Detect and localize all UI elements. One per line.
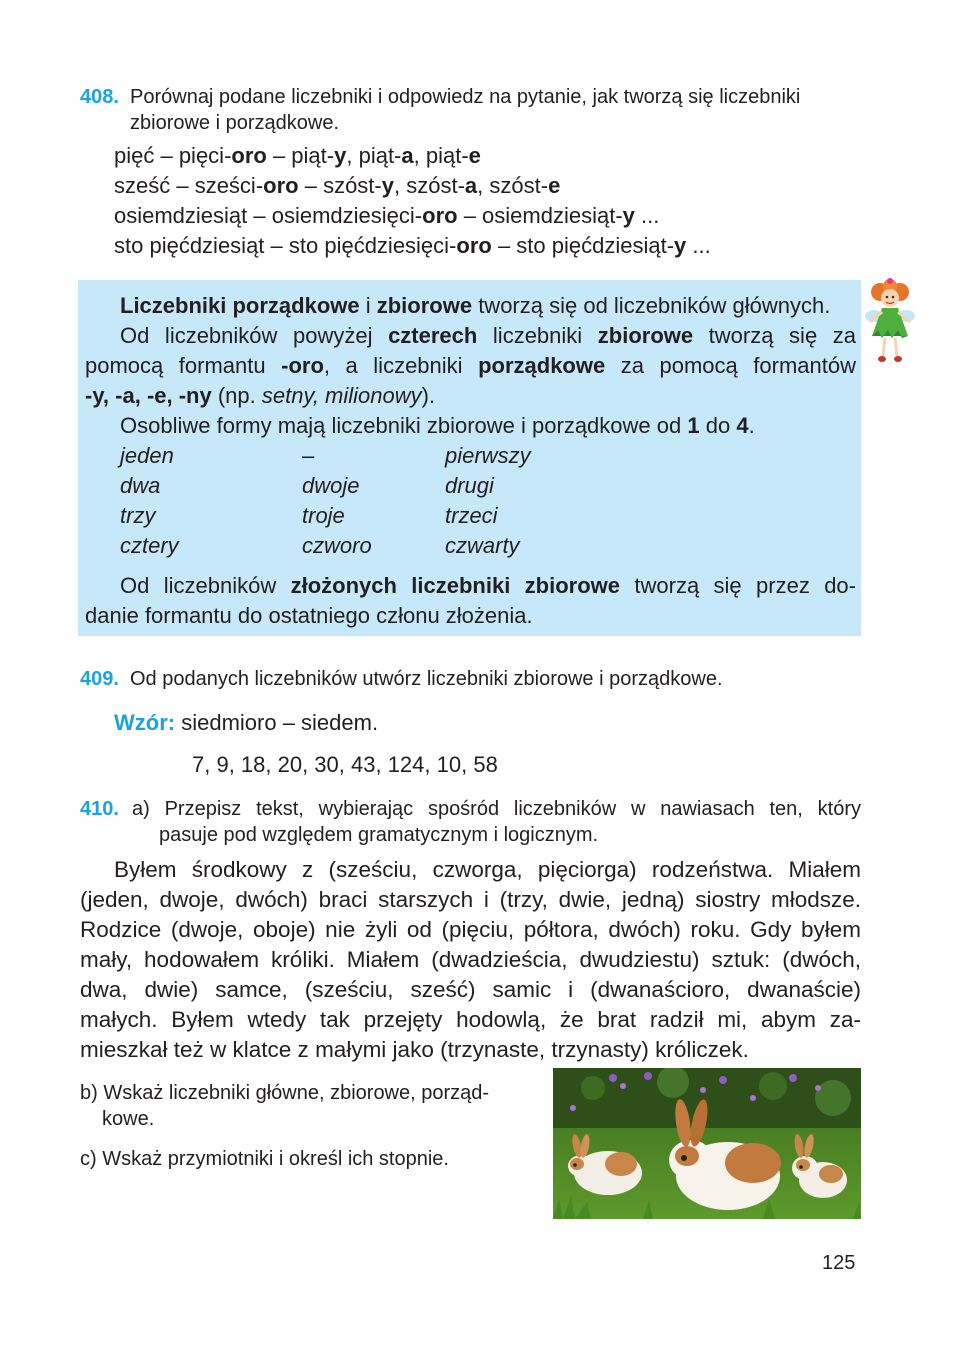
table-cell: dwoje xyxy=(302,473,360,498)
table-cell: – xyxy=(302,443,315,468)
table-cell: trzy xyxy=(120,503,156,528)
rule-line: pomocą formantu -oro, a liczebniki porządkowe za pomocą formantów xyxy=(85,353,856,378)
rule-line: Osobliwe formy mają liczebniki zbiorowe i porządkowe od 1 do 4. xyxy=(120,413,755,438)
rule-line: Od liczebników powyżej czterech liczebniki zbiorowe tworzą się za xyxy=(120,323,856,348)
numeral-row: sto pięćdziesiąt – sto pięćdziesięci-oro – sto pięćdziesiąt-y ... xyxy=(114,233,711,258)
exercise-number: 410. xyxy=(80,798,119,820)
fairy-illustration xyxy=(864,278,916,364)
table-cell: dwa xyxy=(120,473,161,498)
table-cell: pierwszy xyxy=(445,443,531,468)
exercise-number: 409. xyxy=(80,668,119,690)
numeral-row: sześć – sześci-oro – szóst-y, szóst-a, szóst-e xyxy=(114,173,561,198)
numeral-row: osiemdziesiąt – osiemdziesięci-oro – osiemdziesiąt-y ... xyxy=(114,203,660,228)
exercise-410-prompt: 410. a) Przepisz tekst, wybierając spośród liczebników w nawiasach ten, który pasuje pod względem gramatycznym i logicznym. xyxy=(80,798,861,846)
exercise-409-prompt: 409. Od podanych liczebników utwórz liczebniki zbiorowe i porządkowe. xyxy=(80,668,723,690)
table-cell: drugi xyxy=(445,473,494,498)
rule-line: Od liczebników złożonych liczebniki zbiorowe tworzą się przez do- xyxy=(120,573,856,598)
table-cell: czwarty xyxy=(445,533,520,558)
table-cell: jeden xyxy=(120,443,174,468)
rabbits-photo xyxy=(553,1068,861,1219)
table-cell: trzeci xyxy=(445,503,498,528)
task-c: c) Wskaż przymiotniki i określ ich stopnie. xyxy=(80,1148,449,1170)
numbers-list: 7, 9, 18, 20, 30, 43, 124, 10, 58 xyxy=(192,752,498,777)
exercise-408-prompt: 408. Porównaj podane liczebniki i odpowiedz na pytanie, jak tworzą się liczebniki zbiorowe i porządkowe. xyxy=(80,86,801,134)
exercise-number: 408. xyxy=(80,86,119,108)
numeral-row: pięć – pięci-oro – piąt-y, piąt-a, piąt-e xyxy=(114,143,481,168)
table-cell: cztery xyxy=(120,533,179,558)
story-text: Byłem środkowy z (sześciu, czworga, pięciorga) rodzeństwa. Miałem (jeden, dwoje, dwóch) braci starszych i (trzy, dwie, jedną) siostry młodsze. Rodzice (dwoje, oboje) nie żyli od (pięciu, półtora, dwóch) roku. Gdy byłem mały, hodowałem króliki. Miałem (dwadzieścia, dwudziestu) sztuk: (dwóch, dwa, dwie) samce, (sześciu, sześć) samic i (dwanaścioro, dwanaście) małych. Byłem wtedy tak przejęty hodowlą, że brat radził mi, abym za- mieszkał też w klatce z małymi jako (trzynaste, trzynasty) króliczek. xyxy=(80,857,861,1062)
rule-line: -y, -a, -e, -ny (np. setny, milionowy). xyxy=(85,383,436,408)
rule-line: danie formantu do ostatniego członu złożenia. xyxy=(85,603,533,628)
table-cell: troje xyxy=(302,503,345,528)
table-cell: czworo xyxy=(302,533,372,558)
rule-line: Liczebniki porządkowe i zbiorowe tworzą się od liczebników głównych. xyxy=(120,293,831,318)
page-number: 125 xyxy=(822,1252,856,1274)
pattern-example: Wzór: siedmioro – siedem. xyxy=(114,710,379,735)
task-b: b) Wskaż liczebniki główne, zbiorowe, porząd- kowe. xyxy=(80,1082,490,1130)
